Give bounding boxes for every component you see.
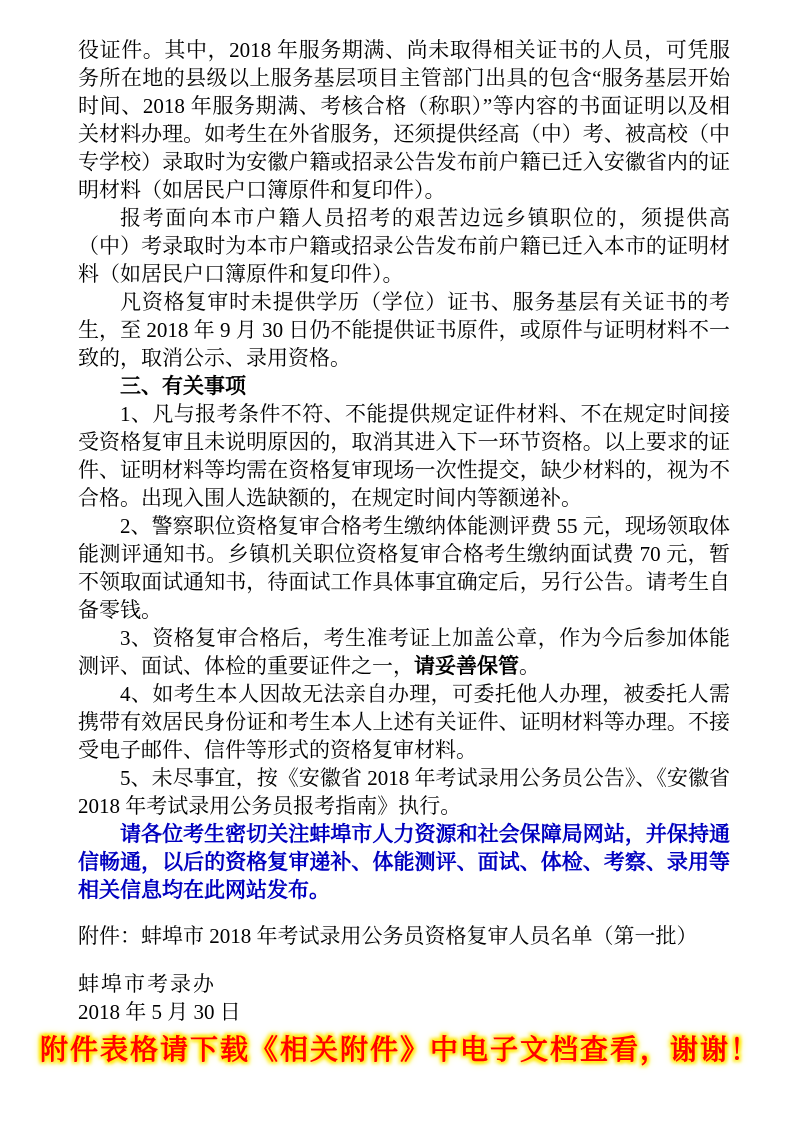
blue-notice: 请各位考生密切关注蚌埠市人力资源和社会保障局网站，并保持通信畅通，以后的资格复审递补、体能测评、面试、体检、考察、录用等相关信息均在此网站发布。 [78,822,730,902]
item-4: 4、如考生本人因故无法亲自办理，可委托他人办理，被委托人需携带有效居民身份证和考生本人上述有关证件、证明材料等办理。不接受电子邮件、信件等形式的资格复审材料。 [78,682,730,762]
item-2: 2、警察职位资格复审合格考生缴纳体能测评费 55 元，现场领取体能测评通知书。乡镇机关职位资格复审合格考生缴纳面试费 70 元，暂不领取面试通知书，待面试工作具体事宜确定后，另行公告。请考生自备零钱。 [78,514,730,622]
attachment-line: 附件：蚌埠市 2018 年考试录用公务员资格复审人员名单（第一批） [78,924,698,948]
signature-date: 2018 年 5 月 30 日 [78,1000,241,1024]
item-3-period: 。 [519,654,540,678]
signature-org: 蚌埠市考录办 [78,972,216,996]
item-5: 5、未尽事宜，按《安徽省 2018 年考试录用公务员公告》、《安徽省 2018 年考试录用公务员报考指南》执行。 [78,766,730,818]
continuation-paragraph: 役证件。其中，2018 年服务期满、尚未取得相关证书的人员，可凭服务所在地的县级以上服务基层项目主管部门出具的包含“服务基层开始时间、2018 年服务期满、考核合格（称职）”等内容的书面证明以及相关材料办理。如考生在外省服务，还须提供经高（中）考、被高校（中专学校）录取时为安徽户籍或招录公告发布前户籍已迁入安徽省内的证明材料（如居民户口簿原件和复印件）。 [78,38,730,202]
paragraph-cert-deadline: 凡资格复审时未提供学历（学位）证书、服务基层有关证书的考生，至 2018 年 9 月 30 日仍不能提供证书原件，或原件与证明材料不一致的，取消公示、录用资格。 [78,290,730,370]
item-3 [78,624,730,680]
signature-block [78,970,730,1026]
item-3-text: 3、资格复审合格后，考生准考证上加盖公章，作为今后参加体能测评、面试、体检的重要证件之一， [78,626,730,678]
item-1: 1、凡与报考条件不符、不能提供规定证件材料、不在规定时间接受资格复审且未说明原因的，取消其进入下一环节资格。以上要求的证件、证明材料等均需在资格复审现场一次性提交，缺少材料的，视为不合格。出现入围人选缺额的，在规定时间内等额递补。 [78,402,730,510]
footer-notice: 附件表格请下载《相关附件》中电子文档查看，谢谢！ [39,1033,760,1066]
section-heading: 三、有关事项 [120,374,246,398]
item-3-emphasis: 请妥善保管 [414,654,519,678]
paragraph-local-hukou: 报考面向本市户籍人员招考的艰苦边远乡镇职位的，须提供高（中）考录取时为本市户籍或招录公告发布前户籍已迁入本市的证明材料（如居民户口簿原件和复印件）。 [78,206,730,286]
